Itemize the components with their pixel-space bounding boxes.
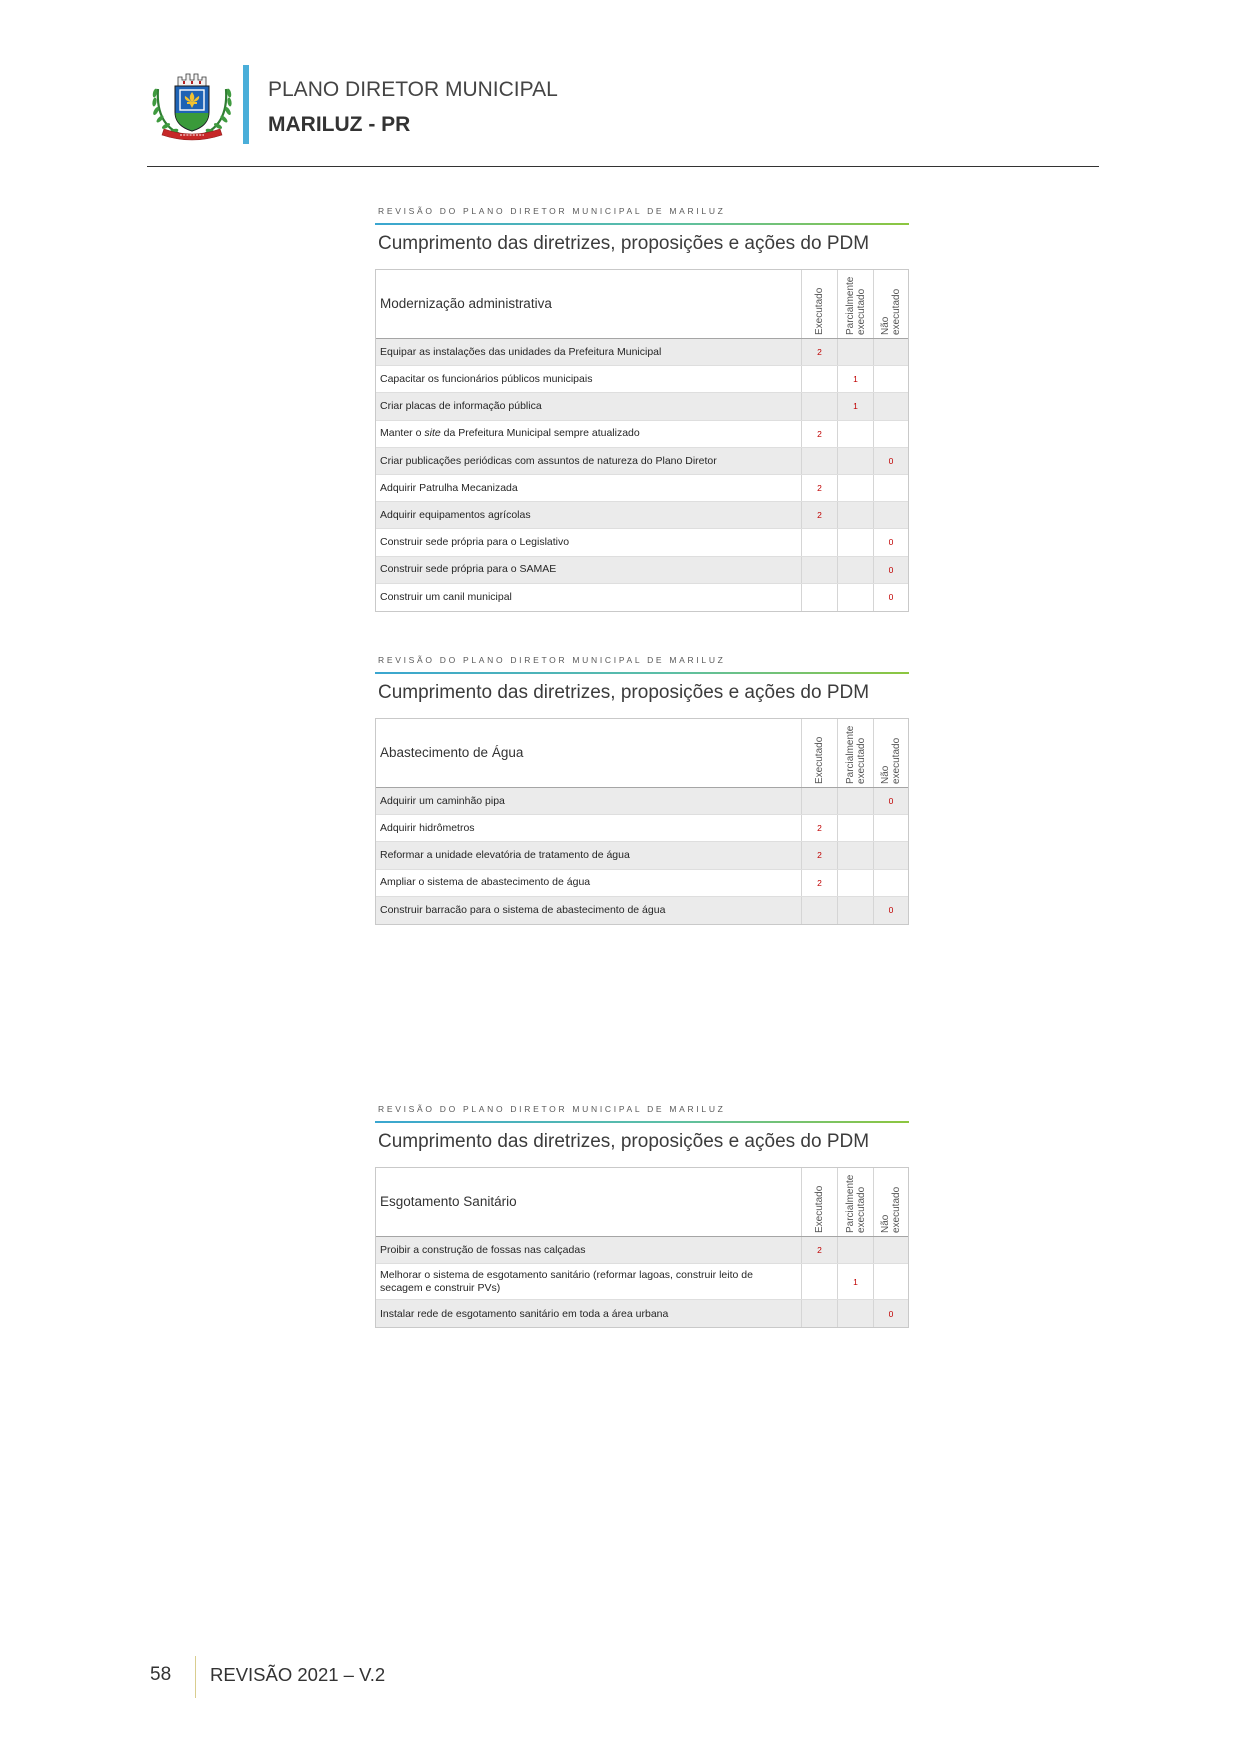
action-cell [376, 393, 801, 419]
action-text-segment: Manter o [380, 427, 425, 440]
status-score: 0 [888, 592, 894, 603]
footer-separator [195, 1656, 196, 1698]
action-text-segment: Capacitar os funcionários públicos municipais [380, 373, 593, 386]
action-cell [376, 529, 801, 555]
status-cell-nao-executado [873, 584, 908, 611]
status-cell-nao-executado [873, 448, 908, 474]
action-text-segment: Construir sede própria para o Legislativo [380, 536, 570, 549]
action-text-segment: Ampliar o sistema de abastecimento de água [380, 876, 591, 889]
municipality-name: MARILUZ - PR [268, 113, 411, 136]
column-header-label: Não executado [880, 288, 902, 335]
status-cell-executado [801, 870, 837, 896]
table-row [376, 788, 908, 815]
column-header-parcialmente-executado [837, 719, 873, 787]
table-row [376, 339, 908, 366]
column-header-parcialmente-executado [837, 1168, 873, 1236]
action-cell [376, 815, 801, 841]
action-text [380, 822, 475, 835]
status-cell-parcialmente-executado [837, 502, 873, 528]
status-cell-nao-executado [873, 339, 908, 365]
column-header-executado [801, 719, 837, 787]
action-text-segment: Instalar rede de esgotamento sanitário em toda a área urbana [380, 1307, 669, 1320]
table-row [376, 502, 908, 529]
column-header-label: Não executado [880, 737, 902, 784]
section-kicker: REVISÃO DO PLANO DIRETOR MUNICIPAL DE MARILUZ [378, 655, 726, 665]
status-cell-parcialmente-executado [837, 529, 873, 555]
action-cell [376, 557, 801, 583]
action-cell [376, 1264, 801, 1299]
action-text-segment: Construir barracão para o sistema de abastecimento de água [380, 904, 666, 917]
action-cell [376, 870, 801, 896]
status-cell-executado [801, 557, 837, 583]
table-row [376, 1300, 908, 1327]
column-header-label: Executado [814, 1185, 825, 1233]
status-cell-executado [801, 1237, 837, 1263]
column-header-nao-executado [873, 719, 908, 787]
action-text-segment: Adquirir equipamentos agrícolas [380, 508, 531, 521]
action-text [380, 795, 505, 808]
status-cell-executado [801, 393, 837, 419]
table-row [376, 448, 908, 475]
table-row [376, 475, 908, 502]
table-row [376, 1264, 908, 1300]
status-cell-executado [801, 842, 837, 868]
status-score: 0 [888, 1308, 894, 1319]
action-text-segment: Criar placas de informação pública [380, 400, 542, 413]
status-cell-executado [801, 584, 837, 611]
status-cell-parcialmente-executado [837, 393, 873, 419]
status-cell-parcialmente-executado [837, 788, 873, 814]
action-text [380, 346, 661, 359]
column-header-executado [801, 1168, 837, 1236]
gradient-divider [375, 223, 909, 225]
action-text [380, 563, 556, 576]
action-cell [376, 788, 801, 814]
column-header-label: Executado [814, 287, 825, 335]
status-score: 2 [817, 1245, 822, 1256]
status-cell-executado [801, 529, 837, 555]
table-row [376, 897, 908, 924]
action-text-segment: Adquirir um caminhão pipa [380, 794, 505, 807]
action-text-segment: Melhorar o sistema de esgotamento sanitário (reformar lagoas, construir leito de secagem e construir PVs) [380, 1269, 753, 1294]
status-cell-executado [801, 421, 837, 447]
column-header-label: Parcialmente executado [844, 276, 867, 335]
table-row [376, 557, 908, 584]
action-text [380, 373, 592, 386]
status-cell-parcialmente-executado [837, 421, 873, 447]
status-score: 2 [817, 428, 822, 439]
action-cell [376, 448, 801, 474]
status-cell-executado [801, 448, 837, 474]
table-category-label: Modernização administrativa [380, 296, 552, 311]
action-text [380, 849, 630, 862]
status-score: 1 [853, 401, 858, 412]
table-row [376, 842, 908, 869]
status-cell-nao-executado [873, 502, 908, 528]
column-header-label: Parcialmente executado [844, 1174, 867, 1233]
column-header-nao-executado [873, 270, 908, 338]
status-cell-parcialmente-executado [837, 1264, 873, 1299]
action-text [380, 876, 590, 889]
column-header-executado [801, 270, 837, 338]
status-score: 0 [888, 564, 894, 575]
action-text-segment: da Prefeitura Municipal sempre atualizado [440, 427, 640, 440]
action-text [380, 482, 518, 495]
table-header-row [376, 1168, 908, 1237]
status-cell-parcialmente-executado [837, 448, 873, 474]
table-category-label: Esgotamento Sanitário [380, 1194, 517, 1209]
status-score: 2 [817, 877, 822, 888]
table-row [376, 815, 908, 842]
status-cell-executado [801, 502, 837, 528]
status-cell-executado [801, 475, 837, 501]
action-text-segment: Proibir a construção de fossas nas calçadas [380, 1243, 586, 1256]
status-cell-parcialmente-executado [837, 584, 873, 611]
status-cell-parcialmente-executado [837, 339, 873, 365]
status-score: 0 [888, 537, 894, 548]
action-text-segment: Construir sede própria para o SAMAE [380, 563, 557, 576]
table-row [376, 1237, 908, 1264]
status-score: 0 [888, 905, 894, 916]
action-text [380, 904, 665, 917]
status-cell-executado [801, 897, 837, 924]
status-score: 1 [853, 1276, 858, 1287]
status-cell-parcialmente-executado [837, 475, 873, 501]
status-cell-nao-executado [873, 557, 908, 583]
status-cell-nao-executado [873, 1264, 908, 1299]
status-cell-parcialmente-executado [837, 1300, 873, 1327]
action-text-segment: Equipar as instalações das unidades da Prefeitura Municipal [380, 345, 662, 358]
revision-label: REVISÃO 2021 – V.2 [210, 1664, 386, 1685]
status-table [375, 1167, 909, 1328]
status-cell-executado [801, 1264, 837, 1299]
status-cell-nao-executado [873, 393, 908, 419]
status-cell-nao-executado [873, 421, 908, 447]
table-header-row [376, 719, 908, 788]
status-score: 2 [817, 510, 822, 521]
status-score: 2 [817, 850, 822, 861]
action-cell [376, 366, 801, 392]
action-cell [376, 897, 801, 924]
action-text [380, 427, 640, 440]
action-text [380, 591, 512, 604]
pdm-table-block [375, 1103, 909, 1328]
pdm-table-block [375, 205, 909, 612]
status-cell-executado [801, 1300, 837, 1327]
action-cell [376, 502, 801, 528]
action-text [380, 1244, 585, 1257]
status-cell-nao-executado [873, 870, 908, 896]
table-title: Cumprimento das diretrizes, proposições e ações do PDM [378, 233, 870, 254]
status-cell-nao-executado [873, 1237, 908, 1263]
status-cell-nao-executado [873, 788, 908, 814]
status-cell-parcialmente-executado [837, 815, 873, 841]
action-text-emphasis: site [424, 427, 441, 440]
status-score: 0 [888, 796, 894, 807]
status-score: 1 [853, 374, 858, 385]
pdm-table-block [375, 654, 909, 925]
status-cell-nao-executado [873, 366, 908, 392]
status-score: 2 [817, 347, 822, 358]
document-title: PLANO DIRETOR MUNICIPAL [268, 78, 558, 101]
status-cell-executado [801, 366, 837, 392]
status-table [375, 718, 909, 925]
status-cell-nao-executado [873, 842, 908, 868]
status-score: 0 [888, 455, 894, 466]
action-text [380, 400, 542, 413]
status-cell-nao-executado [873, 897, 908, 924]
status-cell-nao-executado [873, 529, 908, 555]
status-cell-parcialmente-executado [837, 870, 873, 896]
status-cell-executado [801, 815, 837, 841]
action-text-segment: Reformar a unidade elevatória de tratamento de água [380, 849, 630, 862]
table-title: Cumprimento das diretrizes, proposições e ações do PDM [378, 682, 870, 703]
column-header-label: Executado [814, 736, 825, 784]
status-score: 2 [817, 823, 822, 834]
action-text-segment: Criar publicações periódicas com assuntos de natureza do Plano Diretor [380, 454, 717, 467]
gradient-divider [375, 1121, 909, 1123]
action-text-segment: Construir um canil municipal [380, 591, 512, 604]
section-kicker: REVISÃO DO PLANO DIRETOR MUNICIPAL DE MARILUZ [378, 206, 726, 216]
table-row [376, 421, 908, 448]
status-score: 2 [817, 483, 822, 494]
table-row [376, 366, 908, 393]
action-cell [376, 1237, 801, 1263]
column-header-label: Não executado [880, 1186, 902, 1233]
status-cell-nao-executado [873, 475, 908, 501]
status-cell-nao-executado [873, 1300, 908, 1327]
table-row [376, 393, 908, 420]
status-cell-nao-executado [873, 815, 908, 841]
action-text [380, 509, 531, 522]
action-cell [376, 1300, 801, 1327]
table-row [376, 584, 908, 611]
status-cell-executado [801, 788, 837, 814]
page-number: 58 [150, 1664, 172, 1685]
status-cell-parcialmente-executado [837, 1237, 873, 1263]
action-cell [376, 842, 801, 868]
action-cell [376, 475, 801, 501]
status-cell-parcialmente-executado [837, 897, 873, 924]
status-cell-executado [801, 339, 837, 365]
action-text [380, 455, 717, 468]
section-kicker: REVISÃO DO PLANO DIRETOR MUNICIPAL DE MARILUZ [378, 1104, 726, 1114]
action-text-segment: Adquirir hidrômetros [380, 822, 475, 835]
action-cell [376, 421, 801, 447]
table-category-label: Abastecimento de Água [380, 745, 524, 760]
status-table [375, 269, 909, 612]
status-cell-parcialmente-executado [837, 842, 873, 868]
action-cell [376, 584, 801, 611]
action-text-segment: Adquirir Patrulha Mecanizada [380, 481, 518, 494]
action-cell [376, 339, 801, 365]
gradient-divider [375, 672, 909, 674]
column-header-label: Parcialmente executado [844, 725, 867, 784]
column-header-parcialmente-executado [837, 270, 873, 338]
action-text [380, 1269, 791, 1294]
table-row [376, 529, 908, 556]
status-cell-parcialmente-executado [837, 366, 873, 392]
table-row [376, 870, 908, 897]
action-text [380, 536, 569, 549]
column-header-nao-executado [873, 1168, 908, 1236]
table-title: Cumprimento das diretrizes, proposições e ações do PDM [378, 1131, 870, 1152]
table-header-row [376, 270, 908, 339]
action-text [380, 1308, 668, 1321]
status-cell-parcialmente-executado [837, 557, 873, 583]
